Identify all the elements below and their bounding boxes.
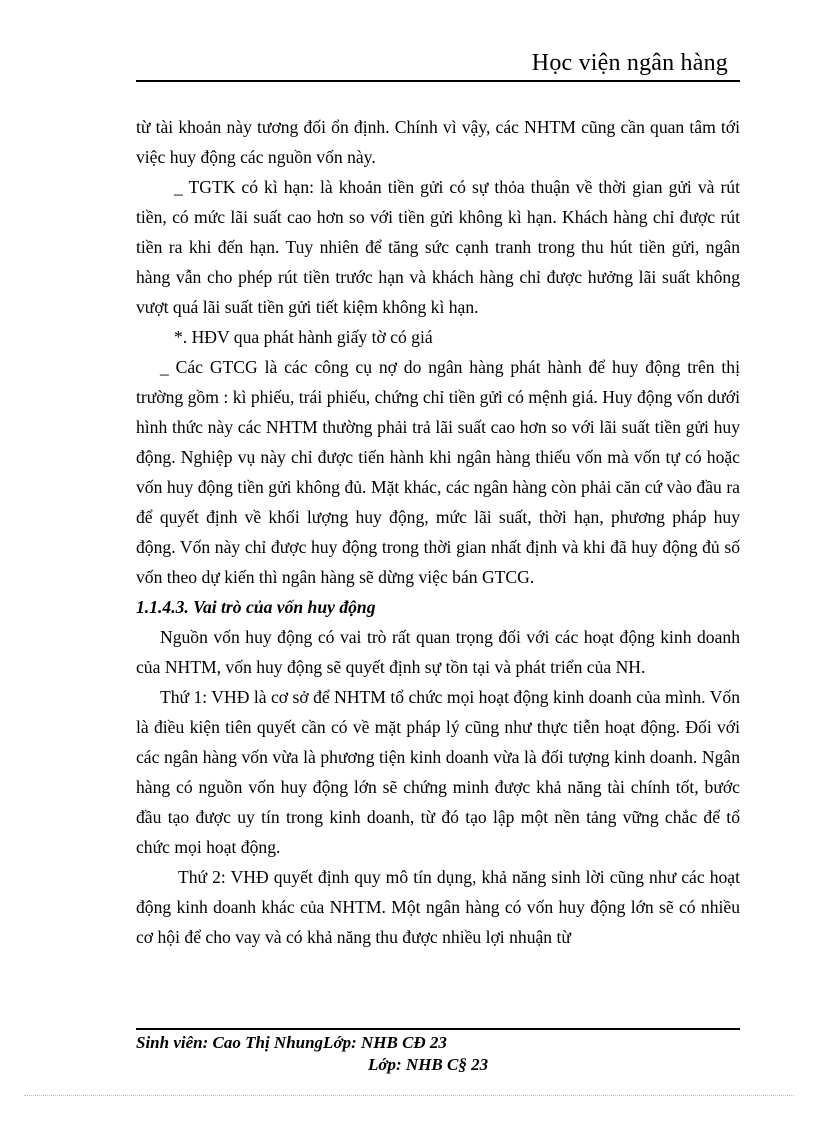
- footer-class: Lớp: NHB C§ 23: [368, 1055, 489, 1074]
- footer-divider: [136, 1028, 740, 1030]
- paragraph-role-intro: Nguồn vốn huy động có vai trò rất quan trọng đối với các hoạt động kinh doanh của NHTM, vốn huy động sẽ quyết định sự tồn tại và phát triển của NH.: [136, 627, 740, 677]
- page-footer: [136, 1032, 740, 1076]
- section-heading: 1.1.4.3. Vai trò của vốn huy động: [136, 597, 376, 617]
- paragraph-term-deposit: _ TGTK có kì hạn: là khoản tiền gửi có sự thỏa thuận về thời gian gửi và rút tiền, có mức lãi suất cao hơn so với tiền gửi không kì hạn. Khách hàng chỉ được rút tiền ra khi đến hạn. Tuy nhiên để tăng sức cạnh tranh trong thu hút tiền gửi, ngân hàng vẫn cho phép rút tiền trước hạn và khách hàng chỉ được hưởng lãi suất không vượt quá lãi suất tiền gửi tiết kiệm không kì hạn.: [136, 177, 740, 317]
- subheading-valuable-papers: *. HĐV qua phát hành giấy tờ có giá: [174, 327, 433, 347]
- paragraph-role-2: Thứ 2: VHĐ quyết định quy mô tín dụng, khả năng sinh lời cũng như các hoạt động kinh doanh khác của NHTM. Một ngân hàng có vốn huy động lớn sẽ có nhiều cơ hội để cho vay và có khả năng thu được nhiều lợi nhuận từ: [136, 867, 740, 947]
- page-body: [136, 112, 740, 952]
- header-title: Học viện ngân hàng: [531, 50, 728, 76]
- paragraph-role-1: Thứ 1: VHĐ là cơ sở để NHTM tổ chức mọi hoạt động kinh doanh của mình. Vốn là điều kiện tiên quyết cần có về mặt pháp lý cũng như thực tiễn hoạt động. Đối với các ngân hàng vốn vừa là phương tiện kinh doanh vừa là đối tượng kinh doanh. Ngân hàng có nguồn vốn huy động lớn sẽ chứng minh được khả năng tài chính tốt, bước đầu tạo được uy tín trong kinh doanh, từ đó tạo lập một nền tảng vững chắc để tổ chức mọi hoạt động.: [136, 687, 740, 857]
- page-bottom-dotted-line: [24, 1095, 794, 1096]
- paragraph-continuation: từ tài khoản này tương đối ổn định. Chính vì vậy, các NHTM cũng cần quan tâm tới việc huy động các nguồn vốn này.: [136, 117, 740, 167]
- footer-student: Sinh viên: Cao Thị NhungLớp: NHB CĐ 23: [136, 1033, 447, 1052]
- page-header: [136, 46, 740, 82]
- paragraph-valuable-papers: _ Các GTCG là các công cụ nợ do ngân hàng phát hành để huy động trên thị trường gồm : kì phiếu, trái phiếu, chứng chỉ tiền gửi có mệnh giá. Huy động vốn dưới hình thức này các NHTM thường phải trả lãi suất cao hơn so với lãi suất tiền gửi huy động. Nghiệp vụ này chỉ được tiến hành khi ngân hàng thiếu vốn mà vốn tự có hoặc vốn huy động tiền gửi không đủ. Mặt khác, các ngân hàng còn phải căn cứ vào đầu ra để quyết định về khối lượng huy động, mức lãi suất, thời hạn, phương pháp huy động. Vốn này chỉ được huy động trong thời gian nhất định và khi đã huy động đủ số vốn theo dự kiến thì ngân hàng sẽ dừng việc bán GTCG.: [136, 357, 740, 587]
